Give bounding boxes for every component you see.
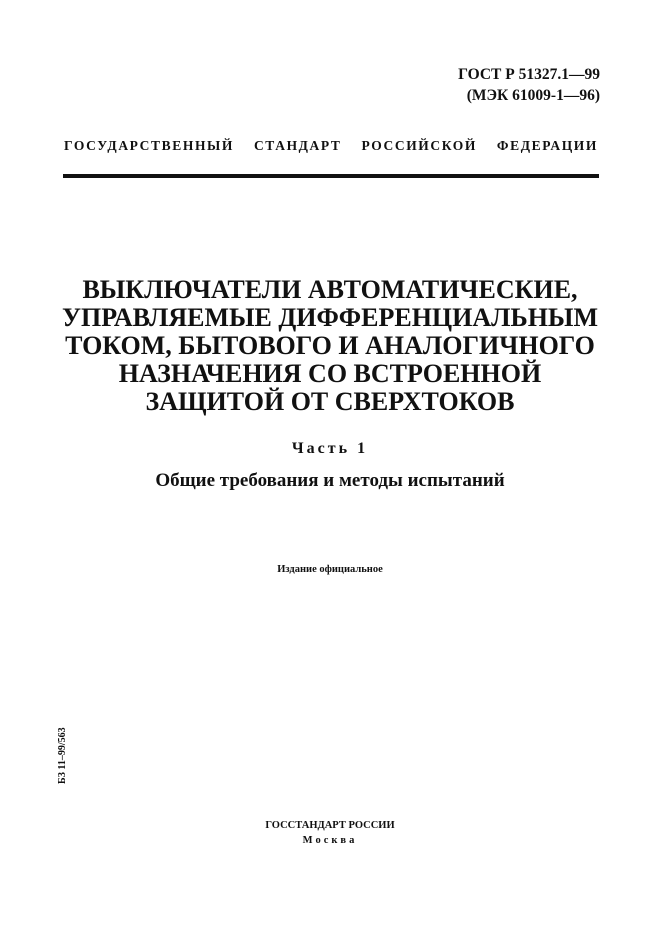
title-line: ВЫКЛЮЧАТЕЛИ АВТОМАТИЧЕСКИЕ, xyxy=(82,275,578,304)
publisher-name: ГОССТАНДАРТ РОССИИ xyxy=(265,820,395,831)
iec-code: (МЭК 61009-1—96) xyxy=(466,87,600,104)
standard-code-block xyxy=(458,64,600,106)
standard-code: ГОСТ Р 51327.1—99 xyxy=(458,66,600,83)
publisher-block xyxy=(40,818,620,848)
title-line: УПРАВЛЯЕМЫЕ ДИФФЕРЕНЦИАЛЬНЫМ xyxy=(61,303,599,332)
title-line: НАЗНАЧЕНИЯ СО ВСТРОЕННОЙ xyxy=(118,359,542,388)
side-code: БЗ 11–99/563 xyxy=(57,727,68,784)
organization-heading: ГОСУДАРСТВЕННЫЙ СТАНДАРТ РОССИЙСКОЙ ФЕДЕРАЦИИ xyxy=(64,138,598,153)
part-subtitle: Общие требования и методы испытаний xyxy=(155,470,505,491)
publisher-city: Москва xyxy=(302,835,358,846)
title-line: ЗАЩИТОЙ ОТ СВЕРХТОКОВ xyxy=(145,387,515,416)
document-title xyxy=(40,276,620,416)
part-label: Часть 1 xyxy=(291,440,369,457)
heading-divider xyxy=(63,174,599,178)
edition-label: Издание официальное xyxy=(277,564,383,575)
title-line: ТОКОМ, БЫТОВОГО И АНАЛОГИЧНОГО xyxy=(65,331,595,360)
